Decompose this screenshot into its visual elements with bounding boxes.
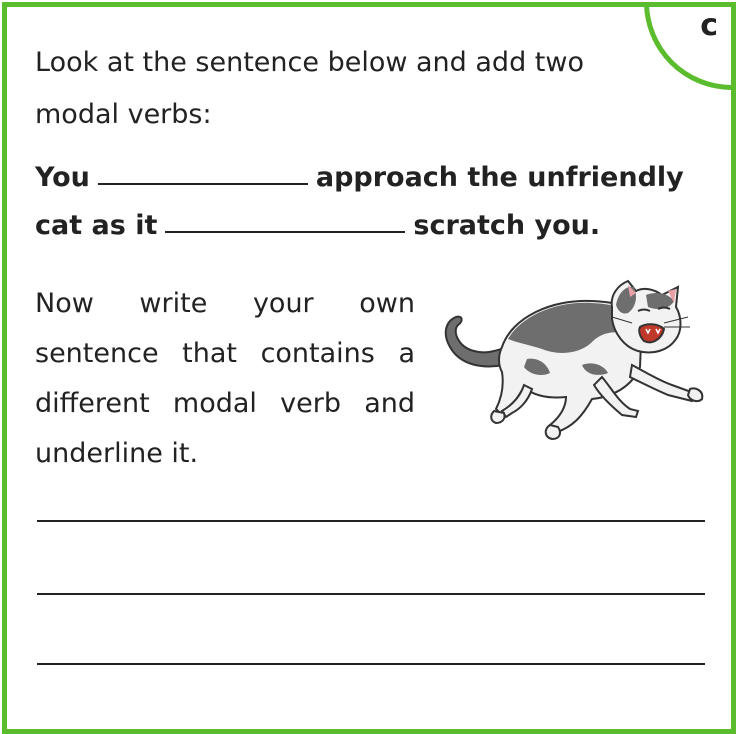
worksheet-card <box>2 2 736 734</box>
answer-line-2[interactable] <box>37 593 705 595</box>
sentence-line2-end: scratch you. <box>413 210 601 241</box>
task-text: Now write your own sentence that contains a different modal verb and underline it. <box>35 288 415 469</box>
sentence-line1-end: approach the unfriendly <box>315 162 684 193</box>
answer-line-1[interactable] <box>37 520 705 522</box>
sentence-line2-start: cat as it <box>35 210 158 241</box>
level-badge <box>644 2 736 90</box>
blank-2[interactable] <box>165 230 405 233</box>
sentence-line-2 <box>35 210 600 241</box>
hissing-cat-icon <box>432 277 727 447</box>
instruction-text: Look at the sentence below and add two modal verbs: <box>35 47 584 130</box>
blank-1[interactable] <box>98 182 308 185</box>
answer-line-3[interactable] <box>37 663 705 665</box>
sentence-line-1 <box>35 162 684 193</box>
sentence-line1-start: You <box>35 162 90 193</box>
level-badge-label: c <box>700 8 718 43</box>
